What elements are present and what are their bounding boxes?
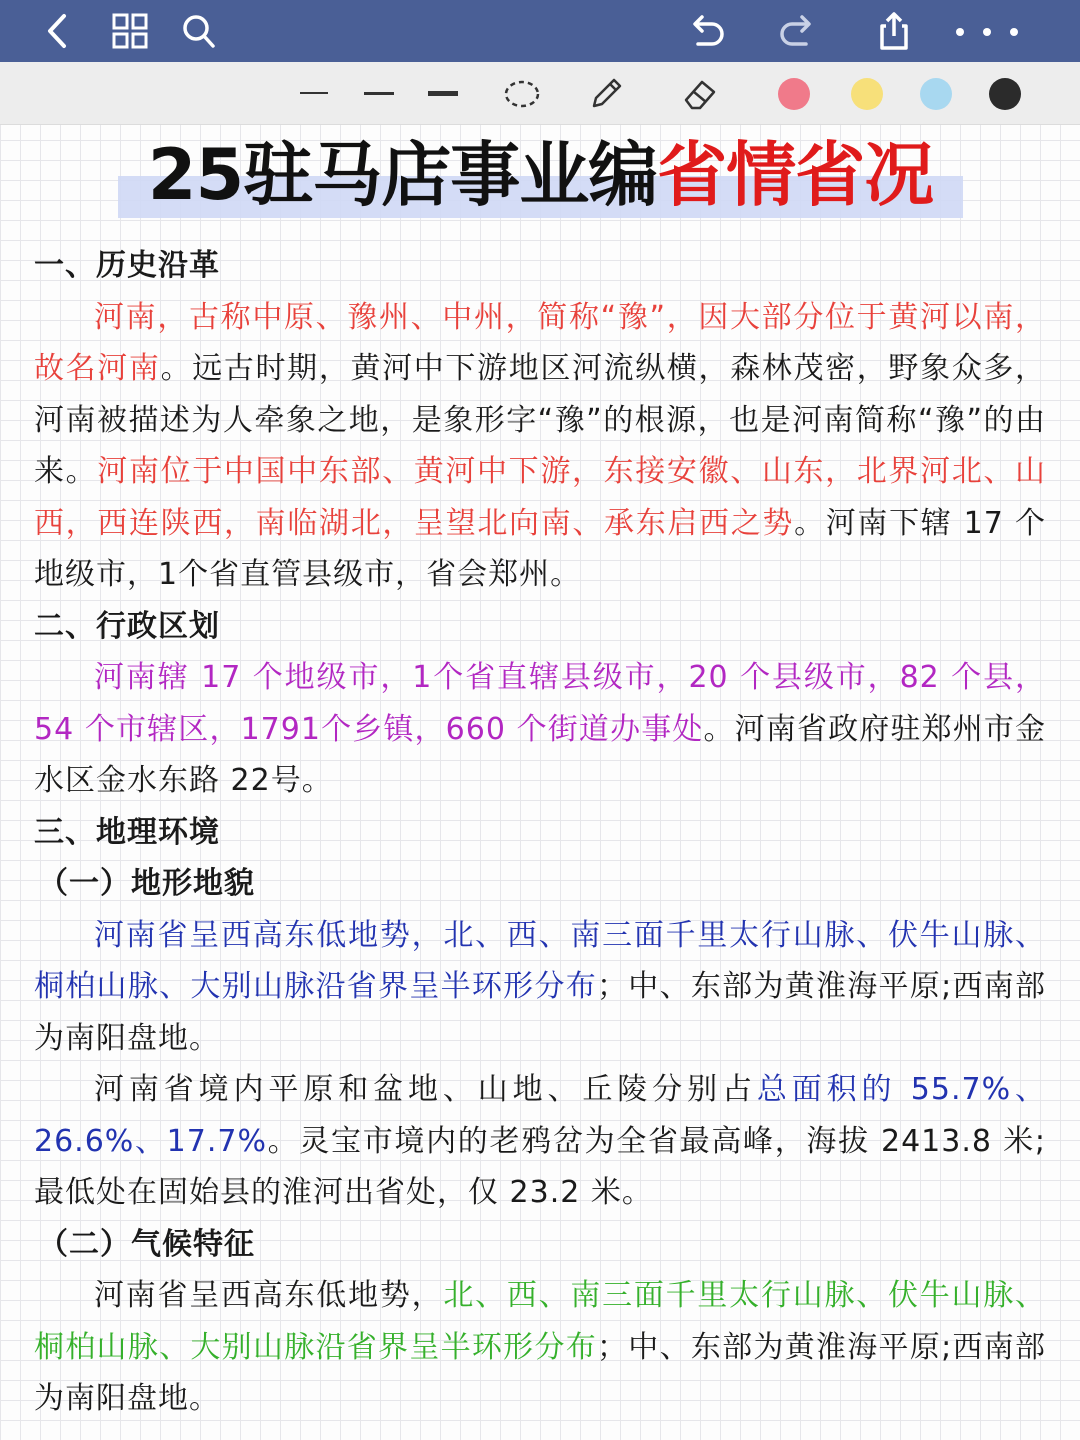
- thick-pen-icon[interactable]: [428, 91, 458, 96]
- climate-text-1: 河南省呈西高东低地势，: [94, 1278, 444, 1313]
- terrain-text-2a: 河南省境内平原和盆地、山地、丘陵分别占: [94, 1072, 757, 1107]
- title-part-1: 25驻马店事业编: [147, 134, 658, 216]
- terrain-paragraph-1: [34, 910, 1046, 1065]
- redo-icon[interactable]: [776, 8, 820, 54]
- terrain-blue-2: 总面积的 55.7%、26.6%、17.7%: [34, 1072, 1047, 1159]
- page-title: [118, 132, 963, 218]
- history-text-2: 。河南下辖 17 个地级市，1个省直管县级市，省会郑州。: [34, 505, 1047, 592]
- terrain-blue-1: 河南省呈西高东低地势，北、西、南三面千里太行山脉、伏牛山脉、桐柏山脉、大别山脉沿省界呈半环形分布: [34, 917, 1046, 1004]
- color-swatch-blue[interactable]: [920, 78, 952, 110]
- admin-purple: 河南辖 17 个地级市，1个省直辖县级市，20 个县级市，82 个县，54 个市辖区，1791个乡镇，660 个街道办事处: [34, 660, 1046, 747]
- subheading-terrain: （一）地形地貌: [38, 866, 255, 901]
- terrain-paragraph-2: [34, 1064, 1046, 1219]
- pencil-icon[interactable]: [586, 74, 626, 114]
- color-swatch-black[interactable]: [989, 78, 1021, 110]
- drawing-toolbar: [0, 62, 1080, 125]
- medium-pen-icon[interactable]: [364, 92, 394, 95]
- history-red-1: 河南，古称中原、豫州、中州，简称“豫”，因大部分位于黄河以南，故名河南: [34, 299, 1046, 386]
- terrain-text-2b: 。灵宝市境内的老鸦岔为全省最高峰，海拔 2413.8 米;最低处在固始县的淮河出省处，仅 23.2 米。: [34, 1123, 1046, 1210]
- color-swatch-pink[interactable]: [778, 78, 810, 110]
- undo-icon[interactable]: [684, 8, 728, 54]
- color-swatch-yellow[interactable]: [851, 78, 883, 110]
- app-top-bar: [0, 0, 1080, 62]
- share-icon[interactable]: [872, 8, 916, 54]
- climate-green: 北、西、南三面千里太行山脉、伏牛山脉、桐柏山脉、大别山脉沿省界呈半环形分布: [34, 1278, 1047, 1365]
- lasso-icon[interactable]: [502, 74, 542, 114]
- section-heading-geo: 三、地理环境: [34, 814, 220, 850]
- section-heading-history: 一、历史沿革: [34, 248, 220, 283]
- chevron-left-icon[interactable]: [38, 8, 78, 54]
- history-red-2: 河南位于中国中东部、黄河中下游，东接安徽、山东，北界河北、山西，西连陕西，南临湖北，呈望北向南、承东启西之势: [34, 454, 1047, 541]
- admin-text: 。河南省政府驻郑州市金水区金水东路 22号。: [34, 711, 1047, 798]
- grid-icon[interactable]: [110, 8, 150, 54]
- search-icon[interactable]: [178, 8, 218, 54]
- thin-pen-icon[interactable]: [300, 92, 328, 94]
- page-title-block: [118, 132, 963, 222]
- climate-text-2: ；中、东部为黄淮海平原;西南部为南阳盘地。: [34, 1329, 1047, 1416]
- more-icon[interactable]: [950, 8, 1030, 54]
- admin-paragraph: [34, 652, 1046, 807]
- title-part-2: 省情省况: [657, 134, 934, 216]
- section-heading-admin: 二、行政区划: [34, 608, 220, 644]
- climate-paragraph: [34, 1270, 1046, 1425]
- terrain-text-1: ；中、东部为黄淮海平原;西南部为南阳盘地。: [34, 969, 1047, 1056]
- history-paragraph: [34, 292, 1046, 601]
- history-text-1: 。远古时期，黄河中下游地区河流纵横，森林茂密，野象众多，河南被描述为人牵象之地，是象形字“豫”的根源，也是河南简称“豫”的由来。: [34, 351, 1047, 489]
- note-content: [34, 240, 1046, 1425]
- subheading-climate: （二）气候特征: [38, 1226, 255, 1262]
- eraser-icon[interactable]: [680, 74, 720, 114]
